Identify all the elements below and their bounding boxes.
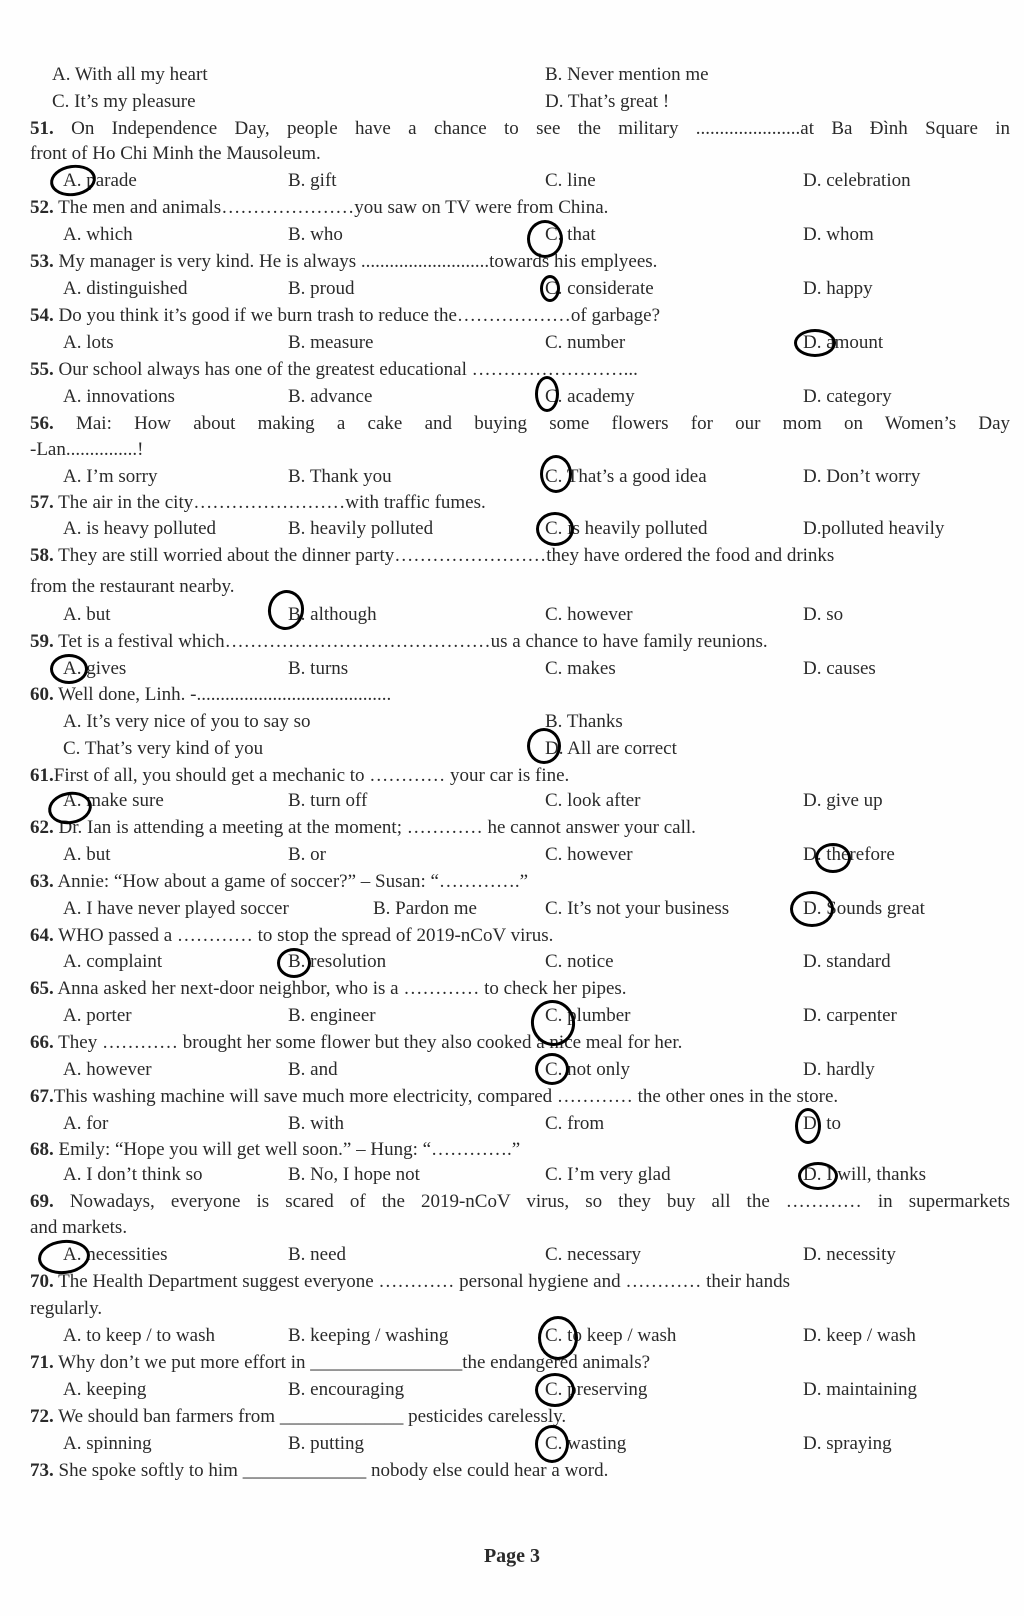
question-number: 61. [30,765,54,786]
options-52 [0,221,1024,248]
options-54 [0,329,1024,356]
question-number: 56. [30,413,54,434]
options-65 [0,1002,1024,1029]
question-number: 73. [30,1460,54,1481]
question-72 [0,1403,1024,1430]
question-text: This washing machine will save much more electricity, compared ………… the other ones in the store. [53,1086,839,1107]
question-number: 64. [30,925,54,946]
options-69 [0,1241,1024,1268]
question-text: She spoke softly to him _____________ nobody else could hear a word. [58,1460,609,1481]
option-b: B. engineer [288,1005,376,1026]
question-63 [0,868,1024,895]
option-b: B. turns [288,658,349,679]
question-68 [0,1136,1024,1163]
question-55 [0,356,1024,383]
options-61 [0,787,1024,814]
option-d: D. category [803,386,892,407]
question-60 [0,681,1024,708]
option-d: D. amount [803,332,884,353]
option-b: B. advance [288,386,373,407]
option-b: B. and [288,1059,338,1080]
option-a: A. lots [63,332,114,353]
options-56 [0,463,1024,490]
option-b: B. heavily polluted [288,518,434,539]
option-c: C. is heavily polluted [545,518,708,539]
option-b: B. need [288,1244,347,1265]
option-a: A. but [63,604,111,625]
option-a: A. to keep / to wash [63,1325,215,1346]
option-a: A. spinning [63,1433,152,1454]
option-c: C. to keep / wash [545,1325,677,1346]
question-text: The men and animals…………………you saw on TV were from China. [58,197,609,218]
options-51 [0,167,1024,194]
option-d: D. standard [803,951,891,972]
option-b: B. Thanks [545,711,623,732]
question-number: 54. [30,305,54,326]
option-b: B. putting [288,1433,365,1454]
question-text-cont: regularly. [30,1298,103,1319]
option-a: A. complaint [63,951,163,972]
option-d: D. happy [803,278,873,299]
question-number: 57. [30,492,54,513]
question-text: Well done, Linh. -......................................... [58,684,392,705]
option-c: C. preserving [545,1379,648,1400]
option-b: B. gift [288,170,337,191]
question-number: 65. [30,978,54,999]
question-text: They ………… brought her some flower but they also cooked a nice meal for her. [58,1032,683,1053]
option-c: C. It’s not your business [545,898,730,919]
question-number: 52. [30,197,54,218]
options-60-row-1 [0,708,1024,735]
option-c: C. that [545,224,596,245]
question-73 [0,1457,1024,1484]
question-58-cont [0,573,1024,600]
option-b: B. with [288,1113,344,1134]
option-d: D. Sounds great [803,898,925,919]
option-d: D. hardly [803,1059,875,1080]
option-b: B. Thank you [288,466,392,487]
option-d: D. carpenter [803,1005,897,1026]
options-67 [0,1110,1024,1137]
question-56-cont [0,436,1024,463]
option-b: B. or [288,844,326,865]
option-a: A. parade [63,170,137,191]
question-67 [0,1083,1024,1110]
question-text: Mai: How about making a cake and buying some flowers for our mom on Women’s Day [75,413,1011,434]
options-62 [0,841,1024,868]
option-d: D. Don’t worry [803,466,921,487]
question-text: Tet is a festival which……………………………………us a chance to have family reunions. [58,631,768,652]
option-b: B. proud [288,278,355,299]
question-text: The air in the city……………………with traffic fumes. [58,492,486,513]
option-c: C. look after [545,790,641,811]
option-c: C. plumber [545,1005,631,1026]
prev-options-row-2 [0,88,1024,115]
question-number: 60. [30,684,54,705]
option-c: C. however [545,604,633,625]
question-text: They are still worried about the dinner party……………………they have ordered the food and drinks [58,545,835,566]
option-b: B. Never mention me [545,64,709,85]
option-d: D. to [803,1113,841,1134]
option-a: A. keeping [63,1379,147,1400]
question-text-cont: from the restaurant nearby. [30,576,235,597]
question-text-cont: -Lan...............! [30,439,144,460]
option-d: D. keep / wash [803,1325,916,1346]
question-text-cont: front of Ho Chi Minh the Mausoleum. [30,143,321,164]
option-b: B. although [288,604,377,625]
question-text: Our school always has one of the greatest educational ……………………... [58,359,638,380]
option-a: A. It’s very nice of you to say so [63,711,311,732]
option-c: C. considerate [545,278,654,299]
question-57 [0,489,1024,516]
question-51-cont [0,140,1024,167]
options-53 [0,275,1024,302]
question-text-cont: and markets. [30,1217,128,1238]
option-b: B. keeping / washing [288,1325,449,1346]
question-number: 67. [30,1086,54,1107]
question-66 [0,1029,1024,1056]
option-a: A. I don’t think so [63,1164,203,1185]
option-d: D. therefore [803,844,895,865]
page-number: Page 3 [483,1545,541,1567]
options-68 [0,1161,1024,1188]
option-a: A. for [63,1113,109,1134]
option-d: D. I will, thanks [803,1164,926,1185]
options-57 [0,515,1024,542]
option-c: C. from [545,1113,605,1134]
option-c: C. academy [545,386,635,407]
question-number: 51. [30,118,54,139]
question-59 [0,628,1024,655]
option-a: A. make sure [63,790,164,811]
question-53 [0,248,1024,275]
options-58 [0,601,1024,628]
options-60-row-2 [0,735,1024,762]
question-text: My manager is very kind. He is always ...........................towards his emplyees. [58,251,658,272]
options-55 [0,383,1024,410]
question-70-cont [0,1295,1024,1322]
option-a: A. porter [63,1005,132,1026]
question-number: 72. [30,1406,54,1427]
question-71 [0,1349,1024,1376]
option-b: B. encouraging [288,1379,405,1400]
option-b: B. measure [288,332,374,353]
option-c: C. necessary [545,1244,642,1265]
question-56 [0,410,1024,437]
options-64 [0,948,1024,975]
question-text: The Health Department suggest everyone ………… personal hygiene and ………… their hands [58,1271,791,1292]
option-d: D. celebration [803,170,911,191]
option-c: C. however [545,844,633,865]
option-a: A. innovations [63,386,175,407]
option-d: D. causes [803,658,876,679]
options-66 [0,1056,1024,1083]
question-65 [0,975,1024,1002]
option-b: B. resolution [288,951,387,972]
question-62 [0,814,1024,841]
option-a: A. is heavy polluted [63,518,217,539]
option-d: D. maintaining [803,1379,917,1400]
options-63 [0,895,1024,922]
prev-options-row-1 [0,61,1024,88]
options-70 [0,1322,1024,1349]
options-71 [0,1376,1024,1403]
option-d: D. so [803,604,844,625]
option-b: B. turn off [288,790,368,811]
question-text: Dr. Ian is attending a meeting at the moment; ………… he cannot answer your call. [58,817,696,838]
question-61 [0,762,1024,789]
question-text: First of all, you should get a mechanic to ………… your car is fine. [53,765,570,786]
options-59 [0,655,1024,682]
option-c: C. That’s a good idea [545,466,707,487]
question-text: Do you think it’s good if we burn trash to reduce the………………of garbage? [58,305,661,326]
question-69 [0,1188,1024,1215]
question-64 [0,922,1024,949]
option-c: C. not only [545,1059,630,1080]
question-number: 69. [30,1191,54,1212]
question-number: 70. [30,1271,54,1292]
question-number: 55. [30,359,54,380]
question-number: 62. [30,817,54,838]
option-c: C. line [545,170,596,191]
options-72 [0,1430,1024,1457]
option-c: C. It’s my pleasure [52,91,196,112]
question-text: On Independence Day, people have a chance to see the military ......................at Ba Đình Square in [71,118,1010,139]
question-text: Nowadays, everyone is scared of the 2019-nCoV virus, so they buy all the ………… in supermarkets [69,1191,1011,1212]
option-c: C. makes [545,658,616,679]
option-d: D. whom [803,224,874,245]
question-51 [0,115,1024,142]
option-a: A. however [63,1059,152,1080]
question-58 [0,542,1024,569]
question-54 [0,302,1024,329]
question-number: 63. [30,871,54,892]
question-text: Why don’t we put more effort in ________________the endangered animals? [58,1352,651,1373]
option-b: B. Pardon me [373,898,477,919]
option-a: A. I’m sorry [63,466,158,487]
option-a: A. gives [63,658,127,679]
option-d: D. spraying [803,1433,892,1454]
option-d: D. That’s great ! [545,91,670,112]
question-text: WHO passed a ………… to stop the spread of 2019-nCoV virus. [58,925,554,946]
question-number: 71. [30,1352,54,1373]
question-69-cont [0,1214,1024,1241]
question-number: 53. [30,251,54,272]
option-d: D.polluted heavily [803,518,945,539]
question-text: Annie: “How about a game of soccer?” – Susan: “………….” [57,871,529,892]
option-c: C. That’s very kind of you [63,738,264,759]
question-text: Anna asked her next-door neighbor, who is a ………… to check her pipes. [57,978,627,999]
option-c: C. notice [545,951,614,972]
option-a: A. which [63,224,133,245]
question-text: Emily: “Hope you will get well soon.” – Hung: “………….” [58,1139,521,1160]
question-text: We should ban farmers from _____________ pesticides carelessly. [58,1406,567,1427]
option-d: D. give up [803,790,883,811]
question-70 [0,1268,1024,1295]
option-a: A. I have never played soccer [63,898,289,919]
option-c: C. number [545,332,626,353]
question-52 [0,194,1024,221]
option-a: A. but [63,844,111,865]
question-number: 58. [30,545,54,566]
question-number: 59. [30,631,54,652]
question-number: 66. [30,1032,54,1053]
option-d: D. All are correct [545,738,677,759]
option-b: B. who [288,224,343,245]
option-a: A. With all my heart [52,64,208,85]
option-b: B. No, I hope not [288,1164,420,1185]
option-c: C. wasting [545,1433,627,1454]
option-a: A. necessities [63,1244,168,1265]
option-a: A. distinguished [63,278,188,299]
option-c: C. I’m very glad [545,1164,671,1185]
option-d: D. necessity [803,1244,896,1265]
question-number: 68. [30,1139,54,1160]
